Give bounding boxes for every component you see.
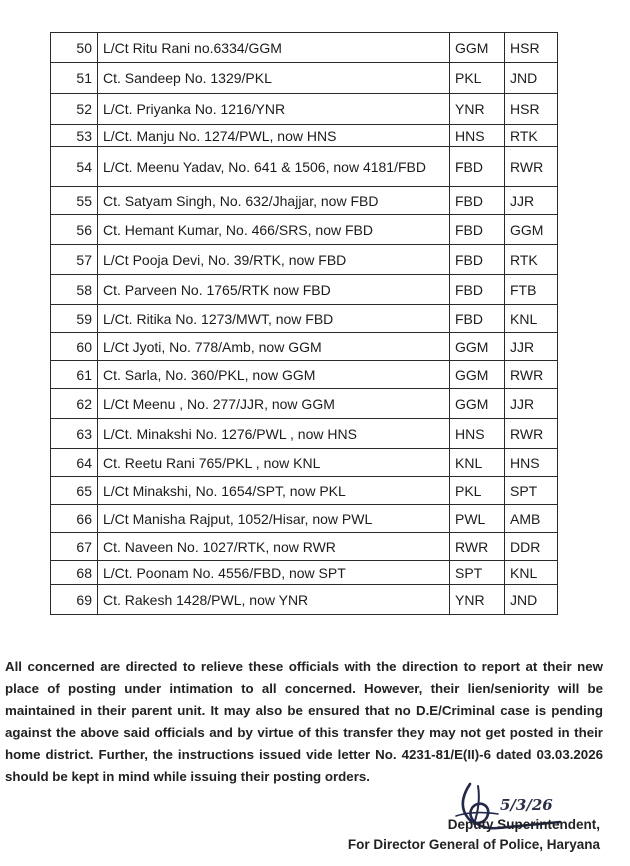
to-unit-cell: RWR [505,147,558,187]
serial-number-cell: 58 [51,275,98,305]
from-unit-cell: FBD [450,305,505,333]
from-unit-cell: PKL [450,477,505,505]
official-name-cell: L/Ct. Manju No. 1274/PWL, now HNS [98,125,450,147]
table-row [51,33,558,63]
from-unit-cell: PKL [450,63,505,94]
table-row [51,477,558,505]
to-unit-cell: AMB [505,505,558,533]
official-name-cell: L/Ct. Ritika No. 1273/MWT, now FBD [98,305,450,333]
to-unit-cell: HSR [505,94,558,125]
from-unit-cell: GGM [450,33,505,63]
from-unit-cell: KNL [450,449,505,477]
to-unit-cell: KNL [505,561,558,585]
to-unit-cell: JJR [505,389,558,419]
official-name-cell: L/Ct Pooja Devi, No. 39/RTK, now FBD [98,245,450,275]
from-unit-cell: HNS [450,419,505,449]
official-name-cell: Ct. Sarla, No. 360/PKL, now GGM [98,361,450,389]
serial-number-cell: 52 [51,94,98,125]
to-unit-cell: JJR [505,187,558,215]
serial-number-cell: 59 [51,305,98,333]
official-name-cell: L/Ct. Meenu Yadav, No. 641 & 1506, now 4181/FBD [98,147,450,187]
table-row [51,561,558,585]
to-unit-cell: RTK [505,125,558,147]
table-row [51,585,558,615]
transfer-table-body [51,33,558,615]
official-name-cell: Ct. Hemant Kumar, No. 466/SRS, now FBD [98,215,450,245]
table-row [51,505,558,533]
to-unit-cell: RWR [505,419,558,449]
official-name-cell: L/Ct Minakshi, No. 1654/SPT, now PKL [98,477,450,505]
serial-number-cell: 66 [51,505,98,533]
from-unit-cell: FBD [450,245,505,275]
from-unit-cell: SPT [450,561,505,585]
from-unit-cell: YNR [450,585,505,615]
to-unit-cell: GGM [505,215,558,245]
from-unit-cell: GGM [450,333,505,361]
serial-number-cell: 53 [51,125,98,147]
serial-number-cell: 55 [51,187,98,215]
serial-number-cell: 64 [51,449,98,477]
from-unit-cell: YNR [450,94,505,125]
serial-number-cell: 60 [51,333,98,361]
serial-number-cell: 51 [51,63,98,94]
table-row [51,245,558,275]
from-unit-cell: HNS [450,125,505,147]
table-row [51,333,558,361]
table-row [51,533,558,561]
table-row [51,147,558,187]
to-unit-cell: JJR [505,333,558,361]
table-row [51,389,558,419]
official-name-cell: Ct. Sandeep No. 1329/PKL [98,63,450,94]
to-unit-cell: JND [505,63,558,94]
official-name-cell: L/Ct. Priyanka No. 1216/YNR [98,94,450,125]
to-unit-cell: JND [505,585,558,615]
official-name-cell: L/Ct. Minakshi No. 1276/PWL , now HNS [98,419,450,449]
from-unit-cell: FBD [450,215,505,245]
signature-block [348,815,600,855]
table-row [51,305,558,333]
table-row [51,187,558,215]
serial-number-cell: 57 [51,245,98,275]
official-name-cell: Ct. Naveen No. 1027/RTK, now RWR [98,533,450,561]
table-row [51,215,558,245]
serial-number-cell: 50 [51,33,98,63]
from-unit-cell: GGM [450,361,505,389]
serial-number-cell: 65 [51,477,98,505]
table-row [51,63,558,94]
official-name-cell: Ct. Satyam Singh, No. 632/Jhajjar, now FBD [98,187,450,215]
table-row [51,125,558,147]
official-name-cell: Ct. Parveen No. 1765/RTK now FBD [98,275,450,305]
from-unit-cell: FBD [450,275,505,305]
to-unit-cell: FTB [505,275,558,305]
official-name-cell: L/Ct Ritu Rani no.6334/GGM [98,33,450,63]
table-row [51,94,558,125]
table-row [51,419,558,449]
official-name-cell: L/Ct Manisha Rajput, 1052/Hisar, now PWL [98,505,450,533]
table-row [51,449,558,477]
to-unit-cell: HSR [505,33,558,63]
serial-number-cell: 67 [51,533,98,561]
signature-date: 5/3/26 [500,796,553,814]
official-name-cell: Ct. Reetu Rani 765/PKL , now KNL [98,449,450,477]
to-unit-cell: DDR [505,533,558,561]
signatory-designation: Deputy Superintendent, [447,817,600,832]
from-unit-cell: FBD [450,147,505,187]
serial-number-cell: 56 [51,215,98,245]
from-unit-cell: RWR [450,533,505,561]
table-row [51,361,558,389]
serial-number-cell: 61 [51,361,98,389]
official-name-cell: L/Ct. Poonam No. 4556/FBD, now SPT [98,561,450,585]
serial-number-cell: 68 [51,561,98,585]
from-unit-cell: PWL [450,505,505,533]
transfer-table [50,32,558,615]
serial-number-cell: 54 [51,147,98,187]
to-unit-cell: RTK [505,245,558,275]
to-unit-cell: KNL [505,305,558,333]
serial-number-cell: 69 [51,585,98,615]
table-row [51,275,558,305]
official-name-cell: L/Ct Jyoti, No. 778/Amb, now GGM [98,333,450,361]
instructions-paragraph: All concerned are directed to relieve these officials with the direction to report at their new place of posting under intimation to all concerned. However, their lien/seniority will be maintained in their parent unit. It may also be ensured that no D.E/Criminal case is pending against the above said officials and by virtue of this transfer they may not get posted in their home district. Further, the instructions issued vide letter No. 4231-81/E(II)-6 dated 03.03.2026 should be kept in mind while issuing their posting orders. [5,659,603,784]
to-unit-cell: HNS [505,449,558,477]
official-name-cell: Ct. Rakesh 1428/PWL, now YNR [98,585,450,615]
signatory-for-line: For Director General of Police, Haryana [347,837,600,852]
official-name-cell: L/Ct Meenu , No. 277/JJR, now GGM [98,389,450,419]
serial-number-cell: 63 [51,419,98,449]
to-unit-cell: SPT [505,477,558,505]
from-unit-cell: FBD [450,187,505,215]
serial-number-cell: 62 [51,389,98,419]
from-unit-cell: GGM [450,389,505,419]
to-unit-cell: RWR [505,361,558,389]
